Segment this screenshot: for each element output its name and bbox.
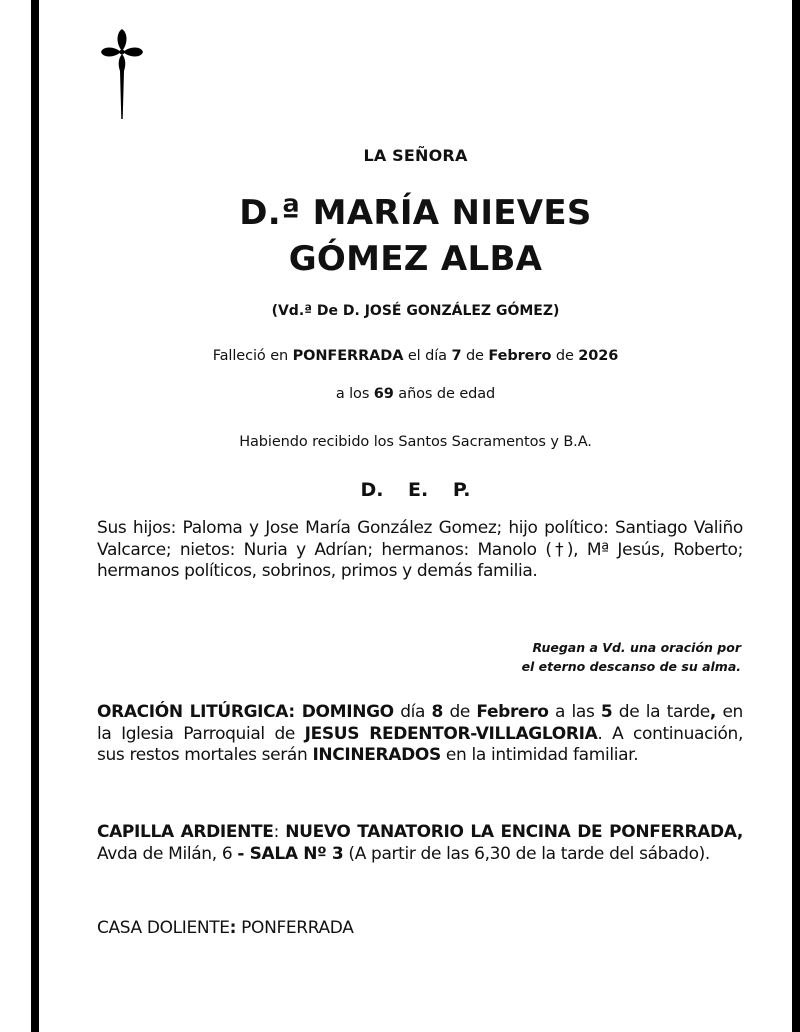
capilla-ardiente-paragraph — [97, 822, 743, 865]
casa-place: PONFERRADA — [236, 918, 354, 938]
capilla-dash: - — [237, 843, 245, 864]
left-border — [31, 0, 39, 1032]
prayer-request — [400, 638, 741, 676]
heading-la-senora: LA SEÑORA — [363, 146, 468, 165]
capilla-colon: : — [273, 822, 286, 842]
oracion-church: JESUS REDENTOR-VILLAGLORIA — [304, 723, 598, 744]
capilla-sala: SALA Nº 3 — [244, 843, 344, 864]
death-text: de — [461, 348, 489, 364]
oracion-comma: , — [709, 702, 717, 722]
age-years: 69 — [373, 386, 394, 402]
age-info — [39, 386, 792, 402]
casa-label: CASA DOLIENTE — [97, 918, 230, 938]
death-info — [39, 348, 792, 364]
oracion-hour: 5 — [600, 702, 613, 722]
oracion-day: 8 — [431, 702, 444, 722]
deceased-name-line-1: D.ª MARÍA NIEVES — [239, 193, 592, 233]
capilla-place: NUEVO TANATORIO LA ENCINA DE PONFERRADA, — [285, 822, 744, 842]
oracion-text: en la Iglesia Parroquial de — [97, 702, 743, 744]
casa-colon: : — [229, 918, 237, 938]
sacraments-line: Habiendo recibido los Santos Sacramentos y B.A. — [239, 434, 592, 450]
oracion-liturgica-paragraph — [97, 702, 743, 767]
capilla-hours: (A partir de las 6,30 de la tarde del sábado). — [343, 843, 710, 864]
deceased-name-line-2: GÓMEZ ALBA — [288, 239, 543, 279]
death-prefix: Falleció en — [212, 348, 293, 364]
age-suffix: años de edad — [393, 386, 496, 402]
oracion-label: ORACIÓN LITÚRGICA: DOMINGO — [97, 702, 394, 722]
right-border — [792, 0, 800, 1032]
dagger-cross-icon — [100, 27, 144, 121]
casa-doliente-paragraph — [97, 918, 743, 940]
family-paragraph: Sus hijos: Paloma y Jose María González Gomez; hijo político: Santiago Valiño Valcarce; nietos: Nuria y Adrían; hermanos: Manolo (†), Mª Jesús, Roberto; hermanos políticos, sobrinos, primos y demás familia. — [97, 518, 743, 582]
oracion-month: Febrero — [476, 702, 549, 722]
widow-of: (Vd.ª De D. JOSÉ GONZÁLEZ GÓMEZ) — [271, 303, 560, 319]
oracion-text: en la intimidad familiar. — [440, 745, 639, 766]
death-text: de — [551, 348, 579, 364]
death-day: 7 — [451, 348, 462, 364]
death-place: PONFERRADA — [292, 348, 404, 364]
oracion-text: . A continuación, sus restos mortales serán — [97, 723, 743, 766]
age-prefix: a los — [335, 386, 374, 402]
dep-initials: D. E. P. — [360, 479, 471, 501]
oracion-text: a las — [548, 702, 601, 722]
oracion-text: día — [393, 702, 432, 722]
oracion-action: INCINERADOS — [312, 745, 441, 766]
prayer-line-1: Ruegan a Vd. una oración por — [532, 640, 741, 655]
death-year: 2026 — [578, 348, 619, 364]
death-text: el día — [403, 348, 452, 364]
capilla-label: CAPILLA ARDIENTE — [97, 822, 274, 842]
oracion-text: de — [443, 702, 477, 722]
prayer-line-2: el eterno descanso de su alma. — [521, 659, 741, 674]
capilla-address: Avda de Milán, 6 — [97, 843, 238, 864]
oracion-text: de la tarde — [612, 702, 710, 722]
death-month: Febrero — [488, 348, 552, 364]
